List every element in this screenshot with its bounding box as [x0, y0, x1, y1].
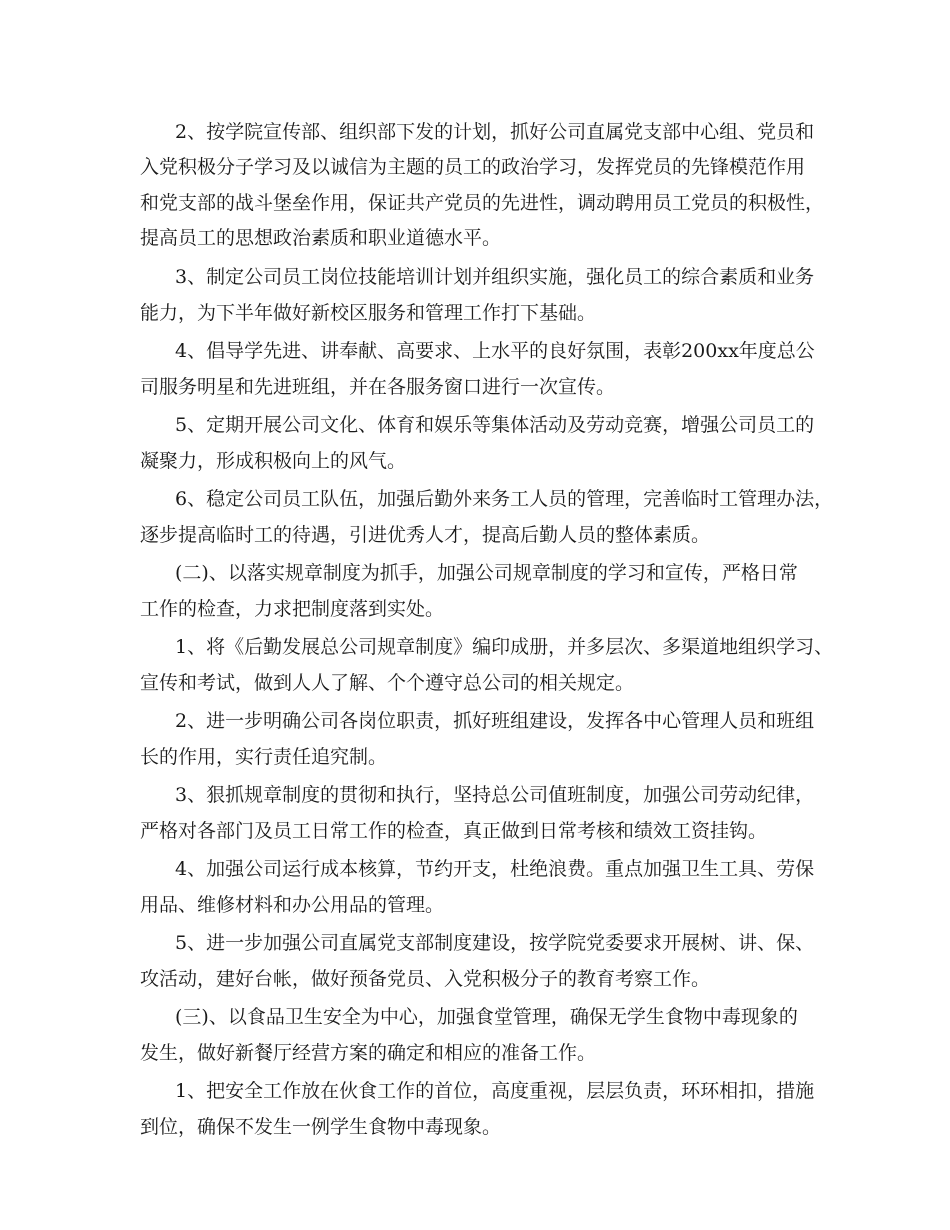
paragraph-line: 5、进一步加强公司直属党支部制度建设，按学院党委要求开展树、讲、保、 [175, 932, 815, 954]
paragraph-line: 3、狠抓规章制度的贯彻和执行，坚持总公司值班制度，加强公司劳动纪律， [175, 784, 815, 806]
paragraph-line: 用品、维修材料和办公用品的管理。 [140, 894, 445, 916]
paragraph-line: 2、进一步明确公司各岗位职责，抓好班组建设，发挥各中心管理人员和班组 [175, 710, 815, 732]
paragraph-line: 4、倡导学先进、讲奉献、高要求、上水平的良好氛围，表彰200xx年度总公 [175, 340, 815, 362]
paragraph-line: 宣传和考试，做到人人了解、个个遵守总公司的相关规定。 [140, 672, 635, 694]
paragraph-line: 逐步提高临时工的待遇，引进优秀人才，提高后勤人员的整体素质。 [140, 524, 711, 546]
paragraph-line: 1、将《后勤发展总公司规章制度》编印成册，并多层次、多渠道地组织学习、 [175, 636, 834, 658]
section-heading-line: (二)、以落实规章制度为抓手，加强公司规章制度的学习和宣传，严格日常 [175, 562, 798, 584]
paragraph-line: 4、加强公司运行成本核算，节约开支，杜绝浪费。重点加强卫生工具、劳保 [175, 858, 815, 880]
paragraph-line: 提高员工的思想政治素质和职业道德水平。 [140, 227, 502, 249]
paragraph-line: 凝聚力，形成积极向上的风气。 [140, 450, 407, 472]
section-heading-line: 发生，做好新餐厅经营方案的确定和相应的准备工作。 [140, 1042, 597, 1064]
paragraph-line: 攻活动，建好台帐，做好预备党员、入党积极分子的教育考察工作。 [140, 968, 711, 990]
paragraph-line: 严格对各部门及员工日常工作的检查，真正做到日常考核和绩效工资挂钩。 [140, 820, 768, 842]
paragraph-line: 2、按学院宣传部、组织部下发的计划，抓好公司直属党支部中心组、党员和 [175, 121, 815, 143]
paragraph-line: 到位，确保不发生一例学生食物中毒现象。 [140, 1116, 502, 1138]
paragraph-line: 3、制定公司员工岗位技能培训计划并组织实施，强化员工的综合素质和业务 [175, 266, 815, 288]
paragraph-line: 能力，为下半年做好新校区服务和管理工作打下基础。 [140, 302, 597, 324]
section-heading-line: (三)、以食品卫生安全为中心，加强食堂管理，确保无学生食物中毒现象的 [175, 1006, 798, 1028]
section-heading-line: 工作的检查，力求把制度落到实处。 [140, 598, 445, 620]
paragraph-line: 司服务明星和先进班组，并在各服务窗口进行一次宣传。 [140, 376, 616, 398]
paragraph-line: 和党支部的战斗堡垒作用，保证共产党员的先进性，调动聘用员工党员的积极性， [140, 192, 825, 214]
paragraph-line: 5、定期开展公司文化、体育和娱乐等集体活动及劳动竞赛，增强公司员工的 [175, 414, 815, 436]
paragraph-line: 入党积极分子学习及以诚信为主题的员工的政治学习，发挥党员的先锋模范作用 [140, 156, 806, 178]
paragraph-line: 6、稳定公司员工队伍，加强后勤外来务工人员的管理，完善临时工管理办法， [175, 488, 834, 510]
paragraph-line: 长的作用，实行责任追究制。 [140, 746, 388, 768]
paragraph-line: 1、把安全工作放在伙食工作的首位，高度重视，层层负责，环环相扣，措施 [175, 1080, 815, 1102]
